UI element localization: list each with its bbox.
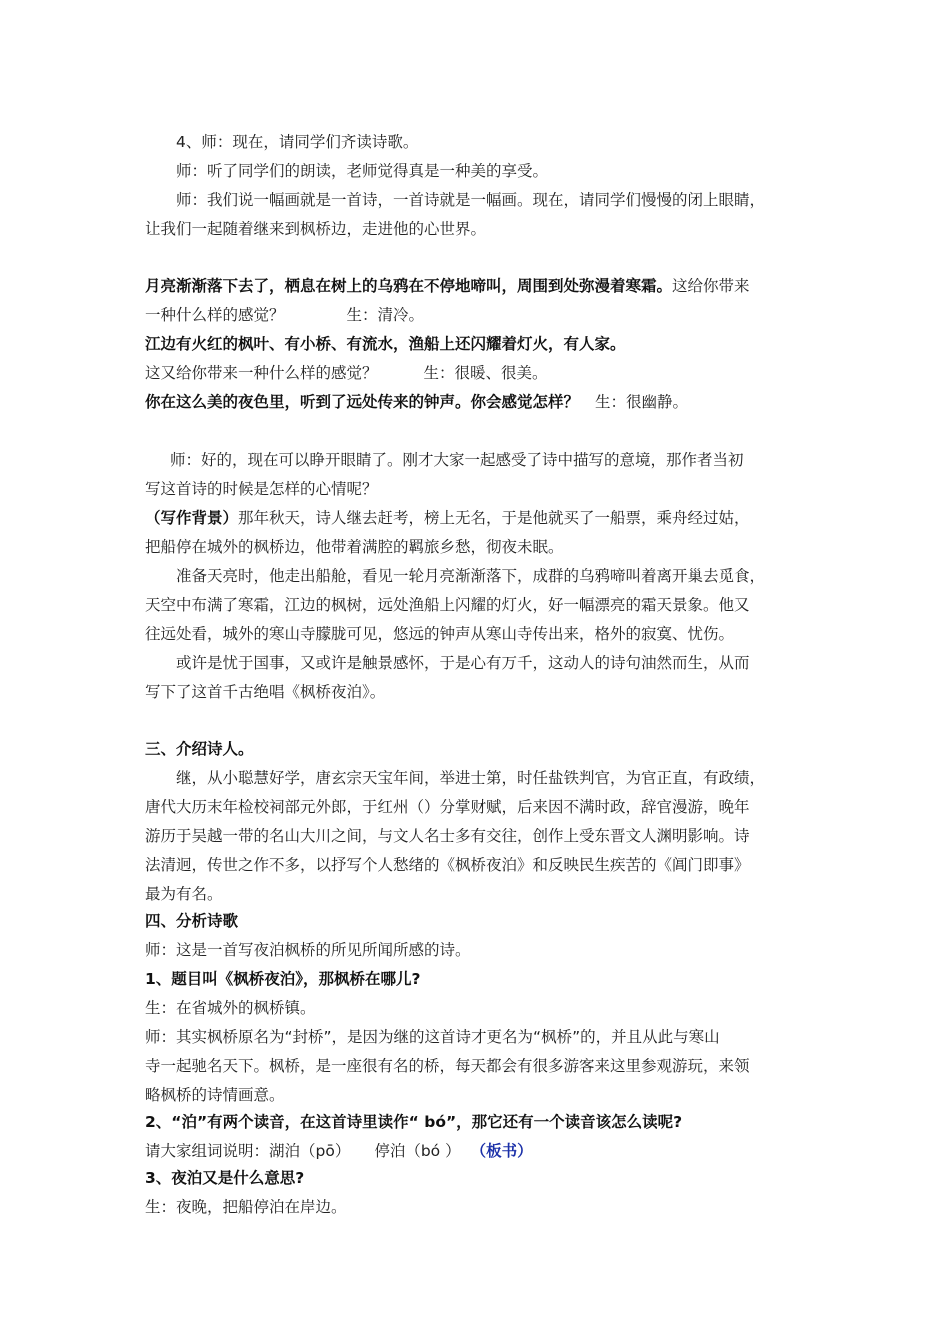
poet-line-1: 继，从小聪慧好学，唐玄宗天宝年间，举进士第，时任盐铁判官，为官正直，有政绩，: [176, 769, 766, 787]
scene-2-answer: 生：很暖、很美。: [423, 364, 548, 382]
teacher-open-eyes-2: 写这首诗的时候是怎样的心情呢？: [145, 480, 378, 498]
question-1: 1、题目叫《枫桥夜泊》，那枫桥在哪儿?: [145, 970, 421, 988]
scene-1-answer: 生：清冷。: [346, 306, 425, 324]
answer-3: 生：夜晚，把船停泊在岸边。: [145, 1198, 347, 1216]
poet-line-2: 唐代大历末年检校祠部元外郎，于红州（）分掌财赋，后来因不满时政，辞官漫游，晚年: [145, 798, 750, 816]
background-label: （写作背景）: [145, 509, 239, 527]
teacher-note-3: 略枫桥的诗情画意。: [145, 1086, 285, 1104]
answer-1: 生：在省城外的枫桥镇。: [145, 999, 316, 1017]
section-heading-3: 三、介绍诗人。: [145, 740, 254, 758]
scene-1-bold: 月亮渐渐落下去了，栖息在树上的乌鸦在不停地啼叫，周围到处弥漫着寒霜。: [145, 277, 673, 295]
scene-3-answer: 生：很幽静。: [595, 393, 689, 411]
poet-line-3: 游历于吴越一带的名山大川之间，与文人名士多有交往，创作上受东晋文人渊明影响。诗: [145, 827, 750, 845]
dawn-line-3: 往远处看，城外的寒山寺朦胧可见，悠远的钟声从寒山寺传出来，格外的寂寞、忧伤。: [145, 625, 735, 643]
scene-2-line: [145, 363, 548, 383]
analysis-intro: 师：这是一首写夜泊枫桥的所见所闻所感的诗。: [145, 941, 471, 959]
background-text: 那年秋天，诗人继去赶考，榜上无名，于是他就买了一船票，乘舟经过姑，: [238, 509, 750, 527]
scene-1-line-2: [145, 305, 424, 325]
teacher-note-1: 师：其实枫桥原名为“封桥”，是因为继的这首诗才更名为“枫桥”的，并且从此与寒山: [145, 1028, 720, 1046]
question-2: 2、“泊”有两个读音，在这首诗里读作“ bó”，那它还有一个读音该怎么读呢?: [145, 1113, 683, 1131]
scene-2-bold: 江边有火红的枫叶、有小桥、有流水，渔船上还闪耀着灯火，有人家。: [145, 335, 626, 353]
dawn-line-2: 天空中布满了寒霜，江边的枫树，远处渔船上闪耀的灯火，好一幅漂亮的霜天景象。他又: [145, 596, 750, 614]
background-line-1: [145, 508, 750, 528]
answer-2: [145, 1141, 533, 1161]
scene-1-question: 一种什么样的感觉？: [145, 306, 285, 324]
poet-line-5: 最为有名。: [145, 885, 223, 903]
scene-3-line: [145, 392, 688, 412]
scene-1-rest: 这给你带来: [672, 277, 750, 295]
perhaps-line-2: 写下了这首千古绝唱《枫桥夜泊》。: [145, 683, 386, 701]
section-heading-4: 四、分析诗歌: [145, 912, 239, 930]
answer-2-hupo: 请大家组词说明：湖泊（pō）: [145, 1142, 351, 1160]
teacher-open-eyes-1: 师：好的，现在可以睁开眼睛了。刚才大家一起感受了诗中描写的意境，那作者当初: [170, 451, 744, 469]
answer-2-tingbo: 停泊（bó ）: [374, 1142, 461, 1160]
paragraph-teacher-praise: 师：听了同学们的朗读，老师觉得真是一种美的享受。: [176, 162, 549, 180]
background-line-2: 把船停在城外的枫桥边，他带着满腔的羁旅乡愁，彻夜未眠。: [145, 538, 564, 556]
scene-2-question: 这又给你带来一种什么样的感觉？: [145, 364, 378, 382]
paragraph-close-eyes-2: 让我们一起随着继来到枫桥边，走进他的心世界。: [145, 220, 487, 238]
scene-3-bold: 你在这么美的夜色里，听到了远处传来的钟声。你会感觉怎样？: [145, 393, 580, 411]
question-3: 3、夜泊又是什么意思?: [145, 1169, 305, 1187]
paragraph-close-eyes-1: 师：我们说一幅画就是一首诗，一首诗就是一幅画。现在，请同学们慢慢的闭上眼睛，: [176, 191, 766, 209]
scene-1-line-1: [145, 276, 750, 296]
dawn-line-1: 准备天亮时，他走出船舱，看见一轮月亮渐渐落下，成群的乌鸦啼叫着离开巢去觅食，: [176, 567, 766, 585]
blackboard-note: （板书）: [470, 1142, 533, 1160]
poet-line-4: 法清迥，传世之作不多，以抒写个人愁绪的《枫桥夜泊》和反映民生疾苦的《阊门即事》: [145, 856, 750, 874]
teacher-note-2: 寺一起驰名天下。枫桥，是一座很有名的桥，每天都会有很多游客来这里参观游玩，来领: [145, 1057, 750, 1075]
perhaps-line-1: 或许是忧于国事，又或许是触景感怀，于是心有万千，这动人的诗句油然而生，从而: [176, 654, 750, 672]
paragraph-read-aloud: 4、师：现在，请同学们齐读诗歌。: [176, 133, 419, 151]
